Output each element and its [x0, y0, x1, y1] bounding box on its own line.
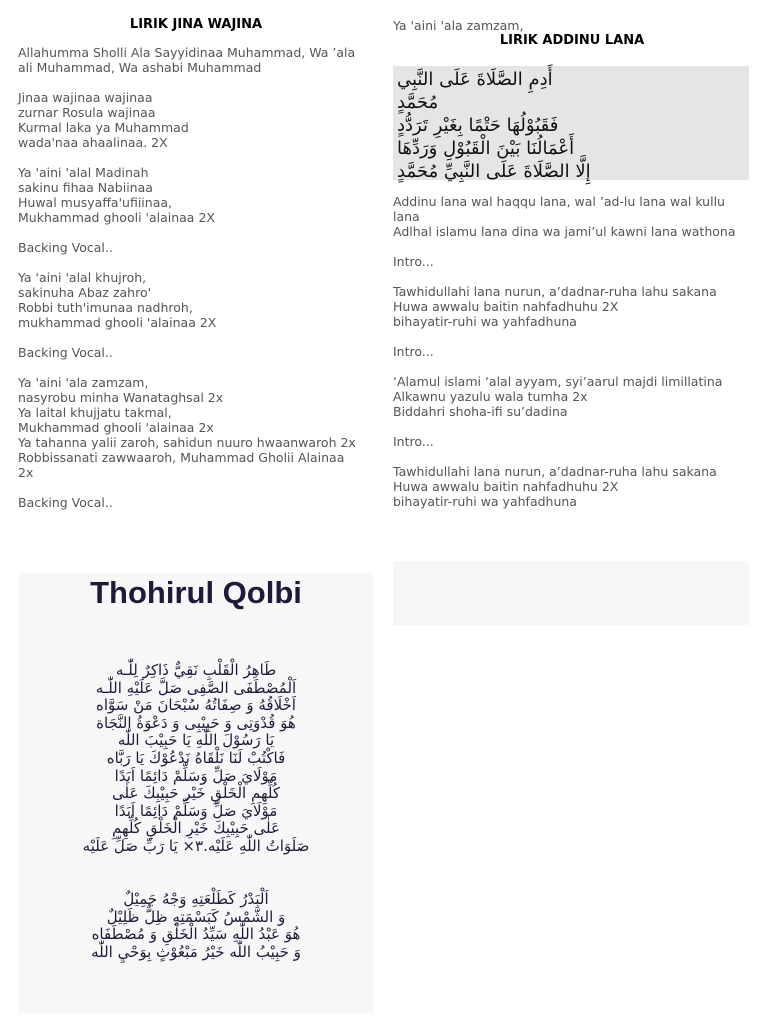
lyric-line: Huwa awwalu baitin nahfadhuhu 2X [393, 299, 619, 314]
stanza-gap [18, 150, 374, 165]
lyric-line: Ya 'aini 'alal Madinah [18, 165, 149, 180]
stanza [18, 240, 374, 255]
lyric-line: nasyrobu minha Wanataghsal 2x [18, 390, 224, 405]
stanza [393, 194, 753, 239]
stanza-gap [393, 269, 753, 284]
stanza-gap [393, 359, 753, 374]
lyric-line: lana [393, 209, 420, 224]
stanza [393, 434, 753, 449]
lyric-line: bihayatir-ruhi wa yahfadhuna [393, 314, 577, 329]
lyric-line: Allahumma Sholli Ala Sayyidinaa Muhammad, Wa ’ala [18, 45, 356, 60]
stanza [18, 270, 374, 330]
arabic-verse-line: فَاكْتُبْ لَنَا نَلْقَاهُ نَدْعُوْكَ يَا رَبَّاه [106, 748, 286, 767]
lyric-line: sakinu fihaa Nabiinaa [18, 180, 153, 195]
right-column [393, 18, 751, 49]
arabic-verse-line: اَخْلَاقُهُ وَ صِفَاتُهُ سُبْحَانَ مَنْ سَوَّاه [96, 696, 296, 715]
lyric-line: Backing Vocal.. [18, 345, 113, 360]
lyric-line: Addinu lana wal haqqu lana, wal ’ad-lu lana wal kullu [393, 194, 725, 209]
left-column [18, 17, 374, 510]
arabic-line: أَعْمَالُنَا بَيْنَ الْقَبُوْلِ وَرَدِّهَا [397, 138, 575, 159]
arabic-verse-line: عَلٰى حَبِيْبِكَ خَيْرِ الْخَلْقِ كُلِّهِمِ [112, 819, 280, 838]
arabic-verse-lines [393, 68, 593, 183]
arabic-verse-line: مَوْلَايَ صَلِّ وَسَلِّمْ دَائِمًا اَبَدًا [114, 766, 278, 785]
stanza [393, 374, 753, 419]
arabic-verse-line: مَوْلَايَ صَلِّ وَسَلِّمْ دَائِمًا اَبَدًا [114, 801, 278, 820]
lyrics-title-jina-wajina: LIRIK JINA WAJINA [129, 17, 263, 32]
arabic-verse-line: اَلْبَدْرُ كَطَلْعَتِهِ وَجْهُ جَمِيْلٌ [123, 890, 269, 908]
card-verse-b [18, 891, 374, 961]
lyric-line: zurnar Rosula wajinaa [18, 105, 156, 120]
stanza-gap [18, 330, 374, 345]
stanza-gap [18, 75, 374, 90]
lyric-line: ali Muhammad, Wa ashabi Muhammad [18, 60, 262, 75]
lyrics-title-addinu-lana: LIRIK ADDINU LANA [499, 33, 645, 48]
lyric-line: Backing Vocal.. [18, 495, 113, 510]
stanza [393, 344, 753, 359]
arabic-verse-line: هُوَ عَبْدُ اللّٰهِ سَيِّدُ الْخَلْقِ وَ مُصْطَفَاه [91, 925, 301, 944]
stanza [18, 495, 374, 510]
arabic-verse-line: هُوَ قُدْوَتِى وَ حَبِيْبِى وَ دَعْوَةُ النَّجَاة [96, 713, 296, 732]
lyric-line: Backing Vocal.. [18, 240, 113, 255]
stanza [18, 45, 374, 75]
stray-lyric-line: Ya 'aini 'ala zamzam, [393, 18, 524, 33]
stanza [18, 165, 374, 225]
lyric-line: Huwal musyaffa'ufiiinaa, [18, 195, 172, 210]
arabic-line: أَدِمِ الصَّلَاةَ عَلَى النَّبِي مُحَمَّدٍ [397, 69, 553, 113]
stanza-gap [18, 225, 374, 240]
empty-panel [393, 561, 749, 625]
arabic-verse-line: وَ الشَّمْسُ كَبَسْمَتِهِ ظِلٌّ ظَلِيْلٌ [106, 907, 286, 926]
lyric-line: Alkawnu yazulu wala tumha 2x [393, 389, 588, 404]
lyric-line: 2x [18, 465, 34, 480]
lyric-line: Ya 'aini 'alal khujroh, [18, 270, 147, 285]
stanza-gap [393, 419, 753, 434]
lyric-line: Ya tahanna yalii zaroh, sahidun nuuro hwaanwaroh 2x [18, 435, 356, 450]
lyric-line: Robbissanati zawwaaroh, Muhammad Gholii Alainaa [18, 450, 345, 465]
lyric-line: bihayatir-ruhi wa yahfadhuna [393, 494, 577, 509]
arabic-verse-line: وَ حَبِيْبُ اللّٰه خَيْرُ مَبْعُوْثٍ بِوَحْيِ اللّٰه [91, 942, 301, 961]
arabic-verse-box [393, 66, 749, 180]
lyric-line: Biddahri shoha-ifi su’dadina [393, 404, 568, 419]
lyric-line: Mukhammad ghooli 'alainaa 2x [18, 420, 214, 435]
stanza [393, 464, 753, 509]
lyric-line: sakinuha Abaz zahro' [18, 285, 152, 300]
stanza [18, 345, 374, 360]
lyric-line: Jinaa wajinaa wajinaa [18, 90, 153, 105]
thohirul-qolbi-card [18, 573, 374, 1013]
lyric-line: Ya 'aini 'ala zamzam, [18, 375, 149, 390]
lyric-line: Ya laital khujjatu takmal, [18, 405, 172, 420]
stanza-gap [393, 449, 753, 464]
lyric-line: Intro... [393, 434, 434, 449]
stanza-gap [393, 329, 753, 344]
lyric-line: Intro... [393, 254, 434, 269]
lyric-line: Tawhidullahi lana nurun, a’dadnar-ruha lahu sakana [393, 464, 717, 479]
lyric-line: Tawhidullahi lana nurun, a’dadnar-ruha lahu sakana [393, 284, 717, 299]
card-title: Thohirul Qolbi [90, 575, 302, 610]
arabic-verse-line: كُلِّهِمِ الْخَلْقِ خَيْرِ حَبِيْبِكَ عَلٰى [112, 784, 280, 803]
arabic-verse-line: اَلْمُصْطَفَى الصَّفِى صَلَّ عَلَيْهِ اللّٰـه [95, 678, 297, 697]
stanza [393, 254, 753, 269]
lyric-line: Mukhammad ghooli 'alainaa 2X [18, 210, 215, 225]
lyric-line: wada'naa ahaalinaa. 2X [18, 135, 168, 150]
card-verse-a [18, 662, 374, 856]
right-lyrics-body [393, 194, 753, 509]
arabic-line: إِلَّا الصَّلَاةَ عَلَى النَّبِيِّ مُحَمَّدٍ [397, 161, 591, 182]
stanza [18, 90, 374, 150]
lyric-line: Intro... [393, 344, 434, 359]
lyric-line: Huwa awwalu baitin nahfadhuhu 2X [393, 479, 619, 494]
arabic-verse-line: يَا رَسُوْلَ اللّٰهِ يَا حَبِيْبَ اللّٰه [117, 731, 275, 750]
arabic-verse-line: صَلَوَاتُ اللّٰهِ عَلَيْه.٣× يَا رَبِّ صَلِّ عَلَيْه [82, 836, 310, 855]
stanza-gap [18, 480, 374, 495]
left-lyrics-body [18, 45, 374, 510]
stanza-gap [18, 255, 374, 270]
lyric-line: mukhammad ghooli 'alainaa 2X [18, 315, 217, 330]
arabic-line: فَقَبُوْلُهَا حَتْمًا بِغَيْرِ تَرَدُّدٍ [397, 115, 559, 136]
lyric-line: Robbi tuth'imunaa nadhroh, [18, 300, 193, 315]
lyric-line: Kurmal laka ya Muhammad [18, 120, 189, 135]
lyric-line: Adlhal islamu lana dina wa jami’ul kawni lana wathona [393, 224, 736, 239]
stanza-gap [393, 239, 753, 254]
lyric-line: ‘Alamul islami ‘alal ayyam, syi’aarul majdi limillatina [393, 374, 723, 389]
stanza-gap [18, 360, 374, 375]
stanza [18, 375, 374, 480]
arabic-verse-line: طَاهِرُ الْقَلْبِ نَقِيٌّ ذَاكِرٌ لِلّٰـه [115, 661, 277, 679]
stanza [393, 284, 753, 329]
